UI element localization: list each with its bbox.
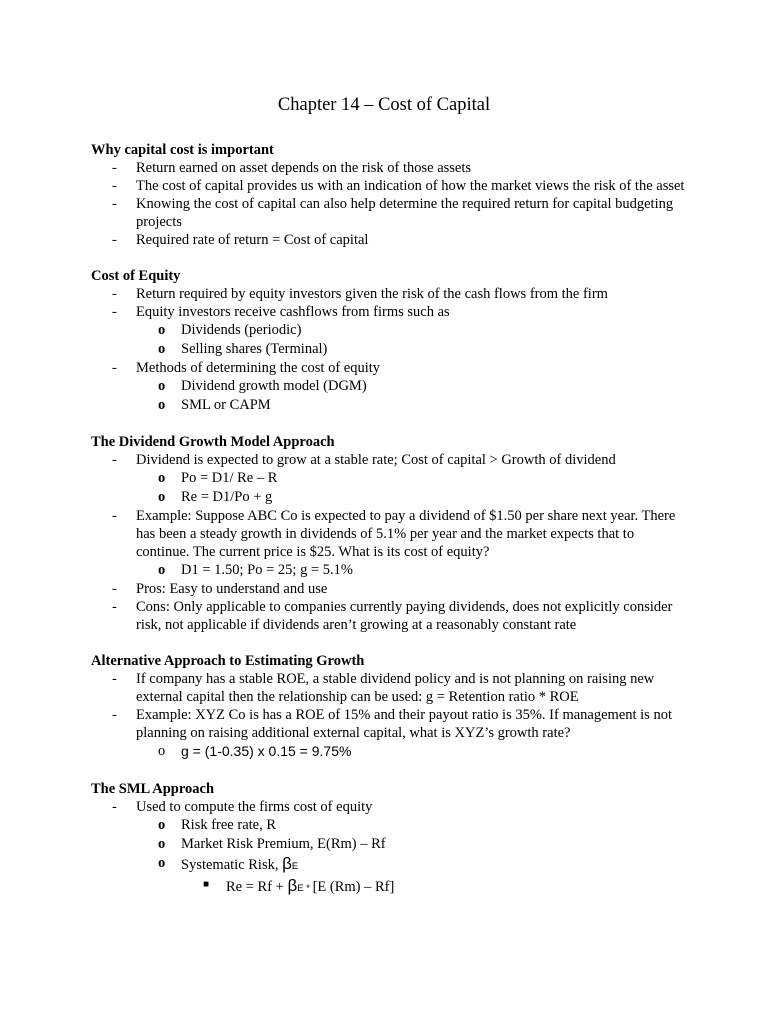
section-alternative-growth — [91, 652, 691, 762]
section-why-capital-cost — [91, 141, 691, 249]
bullet-text: The cost of capital provides us with an indication of how the market views the risk of the asset — [136, 178, 685, 194]
circle-marker: o — [158, 378, 166, 394]
sub-bullet-item — [91, 321, 691, 340]
formula-text: Re = D1/Po + g — [181, 489, 273, 505]
bullet-item — [91, 177, 691, 195]
bullet-text: Used to compute the firms cost of equity — [136, 799, 373, 815]
circle-marker: o — [158, 743, 166, 759]
bullet-item — [91, 303, 691, 321]
bullet-item — [91, 285, 691, 303]
circle-marker: o — [158, 855, 166, 871]
section-sml-approach — [91, 780, 691, 898]
bullet-text: Required rate of return = Cost of capital — [136, 232, 369, 248]
circle-marker: o — [158, 562, 166, 578]
document-body — [91, 141, 691, 916]
bullet-item — [91, 507, 691, 561]
sub-bullet-item — [91, 742, 691, 762]
section-heading: The SML Approach — [91, 781, 215, 797]
sub-bullet-item — [91, 340, 691, 359]
bullet-text: Cons: Only applicable to companies currently paying dividends, does not explicitly consider risk, not applicable if dividends aren’t growing at a reasonably constant rate — [136, 599, 673, 633]
sub-bullet-item — [91, 469, 691, 488]
bullet-text: D1 = 1.50; Po = 25; g = 5.1% — [181, 562, 353, 578]
subscript-e: E — [291, 861, 299, 872]
sub-bullet-item — [91, 396, 691, 415]
bullet-item — [91, 451, 691, 469]
sub-bullet-item — [91, 835, 691, 854]
multiply-symbol: * — [303, 883, 313, 894]
dash-marker: - — [112, 196, 117, 212]
section-heading: The Dividend Growth Model Approach — [91, 434, 335, 450]
bullet-text: Dividend is expected to grow at a stable rate; Cost of capital > Growth of dividend — [136, 452, 616, 468]
subscript-e: E — [297, 883, 304, 894]
formula-text: g = (1-0.35) x 0.15 = 9.75% — [181, 743, 352, 759]
bullet-item — [91, 159, 691, 177]
circle-marker: o — [158, 322, 166, 338]
bullet-item — [91, 359, 691, 377]
formula-text: Po = D1/ Re – R — [181, 470, 278, 486]
bullet-text: If company has a stable ROE, a stable dividend policy and is not planning on raising new external capital then the relationship can be used: g = Retention ratio * ROE — [136, 671, 655, 705]
sub-bullet-item — [91, 488, 691, 507]
circle-marker: o — [158, 817, 166, 833]
circle-marker: o — [158, 341, 166, 357]
sub-bullet-item — [91, 377, 691, 396]
bullet-text: Knowing the cost of capital can also help determine the required return for capital budgeting projects — [136, 196, 674, 230]
dash-marker: - — [112, 508, 117, 524]
sub-bullet-item — [91, 561, 691, 580]
bullet-text: Return earned on asset depends on the risk of those assets — [136, 160, 472, 176]
sub-bullet-item — [91, 854, 691, 876]
beta-symbol: β — [282, 854, 292, 873]
bullet-item — [91, 195, 691, 231]
dash-marker: - — [112, 671, 117, 687]
dash-marker: - — [112, 160, 117, 176]
bullet-item — [91, 231, 691, 249]
circle-marker: o — [158, 470, 166, 486]
page-title: Chapter 14 – Cost of Capital — [277, 95, 491, 115]
sub-sub-bullet-item — [91, 876, 691, 898]
dash-marker: - — [112, 599, 117, 615]
circle-marker: o — [158, 489, 166, 505]
bullet-text: Systematic Risk, — [181, 857, 283, 873]
dash-marker: - — [112, 286, 117, 302]
bullet-item — [91, 598, 691, 634]
dash-marker: - — [112, 707, 117, 723]
section-heading: Cost of Equity — [91, 268, 181, 284]
bullet-text: Pros: Easy to understand and use — [136, 581, 328, 597]
dash-marker: - — [112, 581, 117, 597]
formula-text: Re = Rf + — [226, 879, 288, 895]
bullet-text: Return required by equity investors given the risk of the cash flows from the firm — [136, 286, 608, 302]
circle-marker: o — [158, 836, 166, 852]
dash-marker: - — [112, 452, 117, 468]
circle-marker: o — [158, 397, 166, 413]
bullet-item — [91, 580, 691, 598]
section-heading: Alternative Approach to Estimating Growth — [91, 653, 365, 669]
bullet-text: Dividend growth model (DGM) — [181, 378, 367, 394]
bullet-text: Selling shares (Terminal) — [181, 341, 328, 357]
bullet-text: Example: XYZ Co is has a ROE of 15% and their payout ratio is 35%. If management is not planning on raising additional external capital, what is XYZ’s growth rate? — [136, 707, 672, 741]
bullet-text: Example: Suppose ABC Co is expected to pay a dividend of $1.50 per share next year. There has been a steady growth in dividends of 5.1% per year and the market expects that to continue. The current price is $25. What is its cost of equity? — [136, 508, 676, 560]
bullet-item — [91, 670, 691, 706]
bullet-text: Market Risk Premium, E(Rm) – Rf — [181, 836, 386, 852]
square-marker: ■ — [203, 879, 210, 890]
bullet-text: Methods of determining the cost of equity — [136, 360, 381, 376]
bullet-item — [91, 706, 691, 742]
section-cost-of-equity — [91, 267, 691, 415]
bullet-text: Dividends (periodic) — [181, 322, 302, 338]
dash-marker: - — [112, 304, 117, 320]
bullet-item — [91, 798, 691, 816]
bullet-text: Equity investors receive cashflows from firms such as — [136, 304, 450, 320]
dash-marker: - — [112, 232, 117, 248]
dash-marker: - — [112, 360, 117, 376]
formula-text: [E (Rm) – Rf] — [312, 879, 395, 895]
bullet-text: Risk free rate, R — [181, 817, 277, 833]
section-heading: Why capital cost is important — [91, 142, 274, 158]
section-dividend-growth-model — [91, 433, 691, 634]
bullet-text: SML or CAPM — [181, 397, 271, 413]
beta-symbol: β — [287, 876, 298, 895]
sub-bullet-item — [91, 816, 691, 835]
dash-marker: - — [112, 178, 117, 194]
dash-marker: - — [112, 799, 117, 815]
